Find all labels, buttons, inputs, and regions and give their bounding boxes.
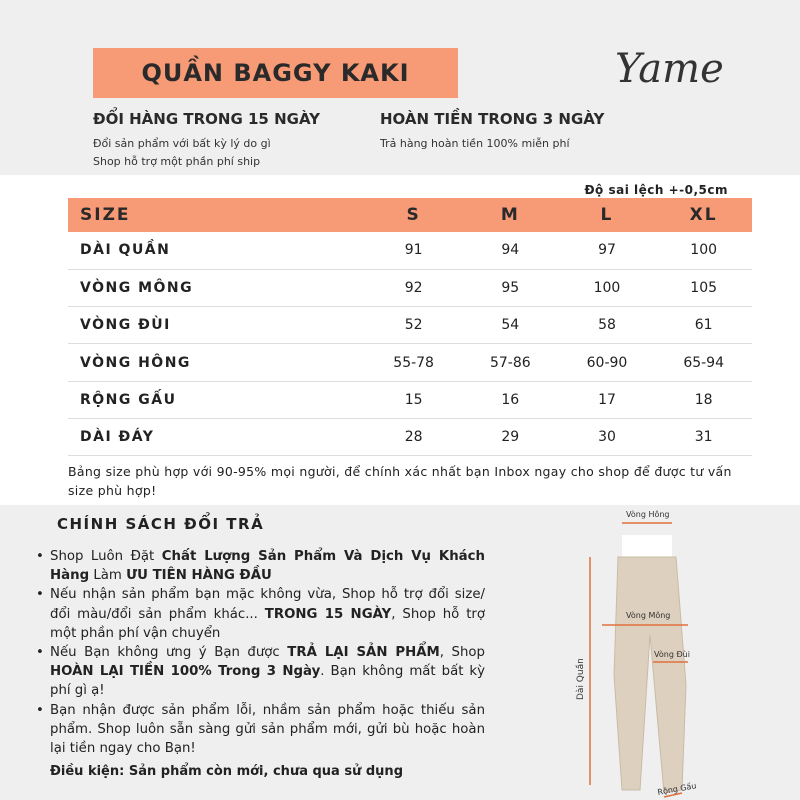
header-cell: M (462, 198, 559, 232)
size-value: 17 (559, 381, 656, 418)
exchange-desc: Đổi sản phẩm với bất kỳ lý do gì Shop hỗ trợ một phần phí ship (93, 137, 271, 168)
header-cell: L (559, 198, 656, 232)
size-value: 18 (655, 381, 752, 418)
size-value: 94 (462, 232, 559, 269)
label-vong-dui: Vòng Đùi (654, 650, 690, 659)
size-value: 52 (365, 307, 462, 344)
header-cell: XL (655, 198, 752, 232)
size-value: 57-86 (462, 344, 559, 381)
pants-diagram (572, 505, 722, 800)
table-row (68, 307, 752, 344)
size-value: 30 (559, 418, 656, 455)
measurement-label: VÒNG MÔNG (68, 269, 365, 306)
size-value: 28 (365, 418, 462, 455)
policy-title: CHÍNH SÁCH ĐỔI TRẢ (57, 515, 265, 533)
size-value: 61 (655, 307, 752, 344)
size-table (68, 198, 752, 456)
size-value: 15 (365, 381, 462, 418)
size-value: 95 (462, 269, 559, 306)
size-value: 58 (559, 307, 656, 344)
size-value: 16 (462, 381, 559, 418)
table-row (68, 232, 752, 269)
pants-shape (614, 557, 686, 793)
table-row (68, 269, 752, 306)
measurement-label: VÒNG HÔNG (68, 344, 365, 381)
size-value: 97 (559, 232, 656, 269)
size-value: 91 (365, 232, 462, 269)
measurement-label: RỘNG GẤU (68, 381, 365, 418)
size-value: 54 (462, 307, 559, 344)
size-note: Bảng size phù hợp với 90-95% mọi người, để chính xác nhất bạn Inbox ngay cho shop để được tư vấn size phù hợp! (68, 464, 732, 498)
measurement-label: VÒNG ĐÙI (68, 307, 365, 344)
label-vong-mong: Vòng Mông (626, 611, 671, 620)
size-value: 65-94 (655, 344, 752, 381)
measurement-label: DÀI ĐÁY (68, 418, 365, 455)
refund-desc: Trả hàng hoàn tiền 100% miễn phí (380, 137, 570, 150)
size-value: 55-78 (365, 344, 462, 381)
tolerance-note: Độ sai lệch +-0,5cm (584, 183, 728, 197)
size-value: 92 (365, 269, 462, 306)
refund-title: HOÀN TIỀN TRONG 3 NGÀY (380, 110, 605, 128)
label-vong-hong: Vòng Hông (626, 510, 670, 519)
size-value: 60-90 (559, 344, 656, 381)
label-dai-quan: Dài Quần (576, 658, 586, 700)
table-row (68, 418, 752, 455)
table-row (68, 344, 752, 381)
exchange-title: ĐỔI HÀNG TRONG 15 NGÀY (93, 110, 320, 128)
hanger (622, 535, 672, 557)
list-item: • Bạn nhận được sản phẩm lỗi, nhầm sản phẩm hoặc thiếu sản phẩm. Shop luôn sẵn sàng gửi sản phẩm mới, gửi bù hoặc hoàn lại tiền ngay cho Bạn! (33, 701, 485, 759)
header-cell: S (365, 198, 462, 232)
policy-list (33, 547, 485, 758)
measurement-label: DÀI QUẦN (68, 232, 365, 269)
size-value: 29 (462, 418, 559, 455)
size-value: 100 (559, 269, 656, 306)
condition-text: Điều kiện: Sản phẩm còn mới, chưa qua sử dụng (50, 764, 403, 779)
size-value: 105 (655, 269, 752, 306)
table-header (68, 198, 752, 232)
list-item: • Nếu Bạn không ưng ý Bạn được TRẢ LẠI SẢN PHẨM, Shop HOÀN LẠI TIỀN 100% Trong 3 Ngày. Bạn không mất bất kỳ phí gì ạ! (33, 643, 485, 701)
header-cell: SIZE (68, 198, 365, 232)
size-value: 100 (655, 232, 752, 269)
list-item: • Shop Luôn Đặt Chất Lượng Sản Phẩm Và Dịch Vụ Khách Hàng Làm ƯU TIÊN HÀNG ĐẦU (33, 547, 485, 585)
list-item: • Nếu nhận sản phẩm bạn mặc không vừa, Shop hỗ trợ đổi size/đổi màu/đổi sản phẩm khác... TRONG 15 NGÀY, Shop hỗ trợ một phần phí vận chuyển (33, 585, 485, 643)
label-rong-gau: Rộng Gấu (656, 781, 698, 797)
size-value: 31 (655, 418, 752, 455)
brand-logo: Yame (615, 46, 724, 92)
table-row (68, 381, 752, 418)
product-title: QUẦN BAGGY KAKI (93, 48, 458, 98)
